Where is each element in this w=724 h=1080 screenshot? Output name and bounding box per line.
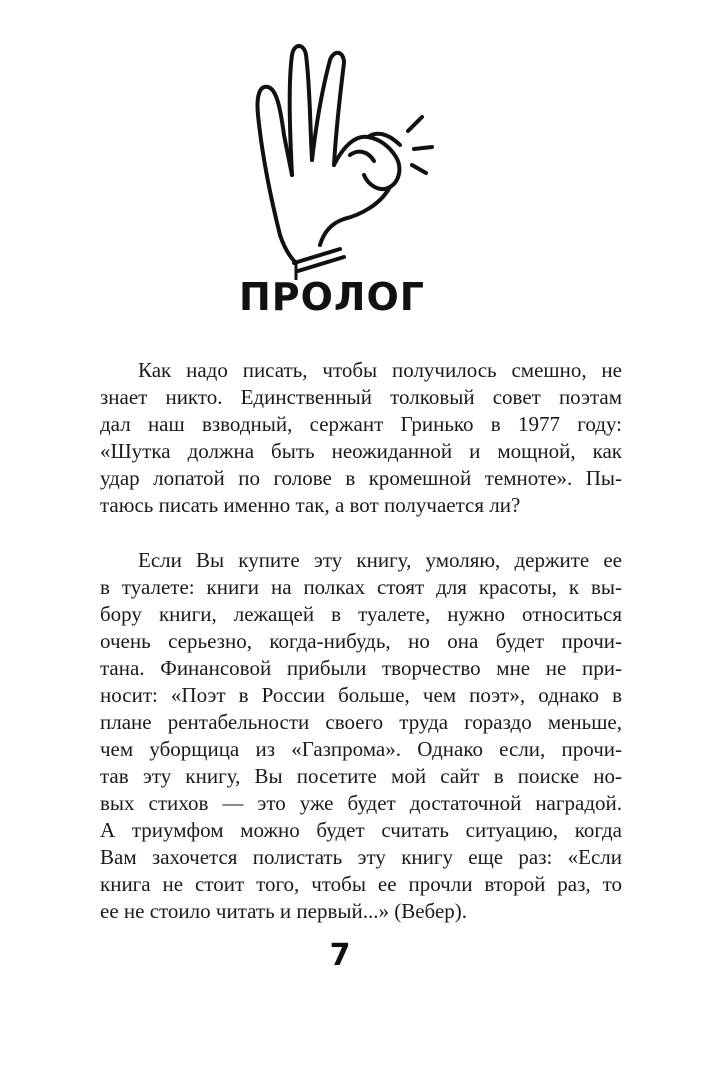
text-line: «Шутка должна быть неожиданной и мощной, как (100, 439, 622, 463)
text-line: ее не стоило читать и первый...» (Вебер). (100, 899, 468, 923)
text-line: плане рентабельности своего труда гораздо меньше, (100, 710, 622, 734)
text-line: чем уборщица из «Газпрома». Однако если, прочи- (100, 737, 622, 761)
text-line: Если Вы купите эту книгу, умоляю, держите ее (138, 548, 622, 572)
text-line: тана. Финансовой прибыли творчество мне не при- (100, 656, 622, 680)
text-line: знает никто. Единственный толковый совет поэтам (100, 385, 622, 409)
text-line: дал наш взводный, сержант Гринько в 1977 году: (100, 412, 622, 436)
text-line: бору книги, лежащей в туалете, нужно относиться (100, 602, 622, 626)
text-line: тав эту книгу, Вы посетите мой сайт в поиске но- (100, 764, 622, 788)
page-number: 7 (329, 938, 351, 973)
text-line: очень серьезно, когда-нибудь, но она будет прочи- (100, 629, 622, 653)
text-line: Как надо писать, чтобы получилось смешно, не (138, 358, 622, 382)
text-line: вых стихов — это уже будет достаточной наградой. (100, 791, 622, 815)
text-line: таюсь писать именно так, а вот получается ли? (100, 493, 521, 517)
text-line: книга не стоит того, чтобы ее прочли второй раз, то (100, 872, 622, 896)
text-line: удар лопатой по голове в кромешной темноте». Пы- (100, 466, 622, 490)
text-line: в туалете: книги на полках стоят для красоты, к вы- (100, 575, 622, 599)
paragraph-1 (100, 357, 622, 519)
paragraph-2 (100, 547, 622, 925)
text-line: носит: «Поэт в России больше, чем поэт», однако в (100, 683, 622, 707)
text-line: А триумфом можно будет считать ситуацию, когда (100, 818, 622, 842)
ok-hand-illustration (240, 35, 450, 280)
chapter-title: ПРОЛОГ (238, 275, 426, 319)
text-line: Вам захочется полистать эту книгу еще раз: «Если (100, 845, 622, 869)
